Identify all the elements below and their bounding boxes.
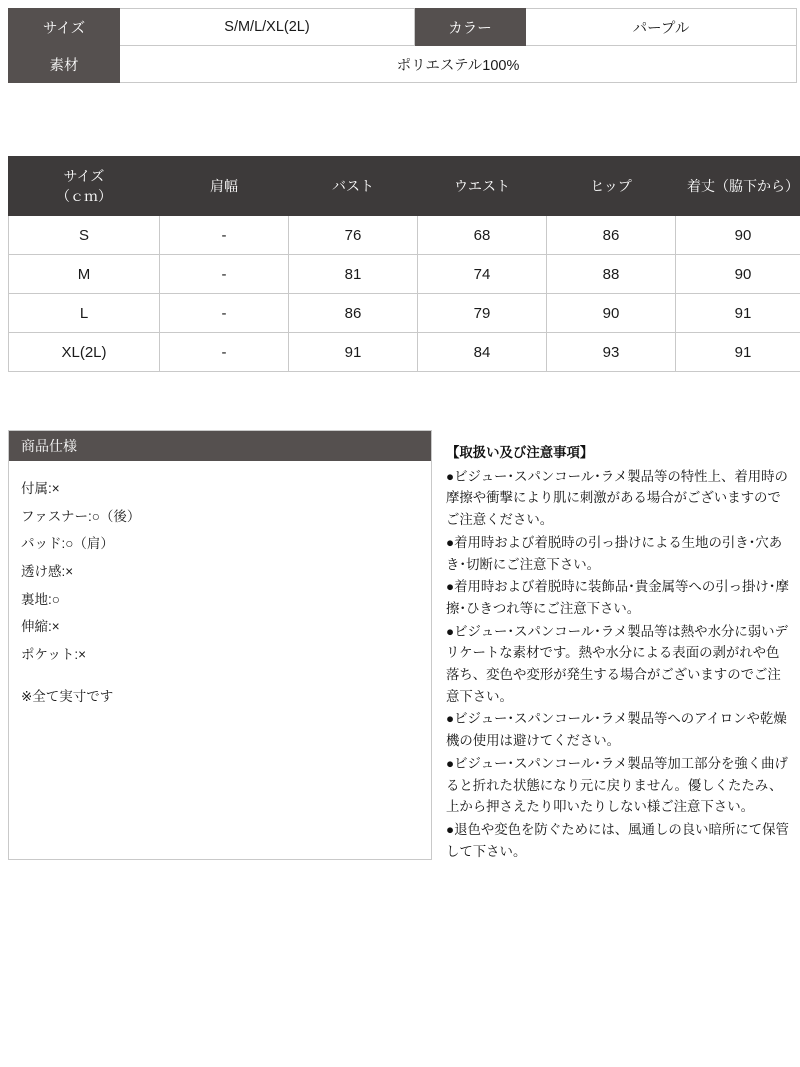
- size-table-row: [9, 216, 800, 255]
- handling-notes-title: 【取扱い及び注意事項】: [446, 445, 594, 460]
- spec-table-row: [9, 46, 797, 83]
- handling-note-item: ●退色や変色を防ぐためには、風通しの良い暗所にて保管して下さい。: [446, 821, 789, 859]
- size-measure-cell: 86: [547, 216, 676, 255]
- size-table-header-cell: バスト: [289, 157, 418, 216]
- size-measure-cell: 88: [547, 255, 676, 294]
- size-table-header-cell: サイズ （ｃｍ）: [9, 157, 160, 216]
- size-measure-cell: 84: [418, 333, 547, 372]
- product-spec-line: 裏地:○: [21, 591, 60, 607]
- size-table-header-cell: ヒップ: [547, 157, 676, 216]
- product-spec-line: ファスナー:○（後）: [21, 508, 141, 524]
- spec-value-cell: S/M/L/XL(2L): [120, 9, 415, 46]
- size-row-label: XL(2L): [9, 333, 160, 372]
- handling-notes: [446, 442, 792, 863]
- size-table-row: [9, 255, 800, 294]
- size-table-body: [9, 216, 800, 372]
- product-spec-line: パッド:○（肩）: [21, 536, 114, 552]
- size-measure-cell: 86: [289, 294, 418, 333]
- product-spec-body: [9, 461, 431, 710]
- size-table: [8, 156, 800, 372]
- size-measure-cell: 68: [418, 216, 547, 255]
- size-measure-cell: 91: [289, 333, 418, 372]
- spec-table-body: [9, 9, 797, 83]
- size-measure-cell: 81: [289, 255, 418, 294]
- size-measure-cell: 90: [547, 294, 676, 333]
- size-measure-cell: 79: [418, 294, 547, 333]
- size-measure-cell: 76: [289, 216, 418, 255]
- handling-note-item: ●着用時および着脱時の引っ掛けによる生地の引き･穴あき･切断にご注意下さい。: [446, 534, 783, 572]
- spec-table: [8, 8, 797, 83]
- spacer: [21, 669, 419, 683]
- product-spec-footnote: ※全て実寸です: [21, 688, 114, 704]
- size-measure-cell: -: [160, 294, 289, 333]
- size-row-label: M: [9, 255, 160, 294]
- size-row-label: S: [9, 216, 160, 255]
- size-row-label: L: [9, 294, 160, 333]
- size-table-header-cell: 着丈（脇下から）: [676, 157, 800, 216]
- handling-note-item: ●ビジュー･スパンコール･ラメ製品等は熱や水分に弱いデリケートな素材です。熱や水分による表面の剥がれや色落ち、変色や変形が発生する場合がございますのでご注意下さい。: [446, 623, 788, 704]
- product-spec-line: 付属:×: [21, 481, 60, 496]
- handling-note-item: ●ビジュー･スパンコール･ラメ製品等へのアイロンや乾燥機の使用は避けてください。: [446, 711, 787, 749]
- handling-note-item: ●着用時および着脱時に装飾品･貴金属等への引っ掛け･摩擦･ひきつれ等にご注意下さい。: [446, 579, 789, 616]
- spec-value-cell: ポリエステル100%: [120, 46, 797, 83]
- spec-value-cell: パープル: [526, 9, 797, 46]
- size-table-header-row: [9, 157, 800, 216]
- size-measure-cell: 90: [676, 255, 800, 294]
- size-table-row: [9, 333, 800, 372]
- size-table-head: [9, 157, 800, 216]
- product-spec-line: 透け感:×: [21, 564, 74, 580]
- size-measure-cell: -: [160, 216, 289, 255]
- spec-label-cell: 素材: [9, 46, 120, 83]
- size-measure-cell: 90: [676, 216, 800, 255]
- product-spec-box: [8, 430, 432, 860]
- product-spec-line: 伸縮:×: [21, 619, 60, 635]
- size-measure-cell: -: [160, 255, 289, 294]
- size-measure-cell: 91: [676, 294, 800, 333]
- size-table-row: [9, 294, 800, 333]
- spec-label-cell: カラー: [415, 9, 526, 46]
- size-table-header-cell: ウエスト: [418, 157, 547, 216]
- spec-label-cell: サイズ: [9, 9, 120, 46]
- size-measure-cell: 93: [547, 333, 676, 372]
- product-spec-title: 商品仕様: [9, 431, 431, 461]
- handling-notes-list: [446, 466, 792, 863]
- spec-table-row: [9, 9, 797, 46]
- size-measure-cell: -: [160, 333, 289, 372]
- size-measure-cell: 74: [418, 255, 547, 294]
- product-spec-line: ポケット:×: [21, 647, 86, 663]
- handling-note-item: ●ビジュー･スパンコール･ラメ製品等加工部分を強く曲げると折れた状態になり元に戻りません。優しくたたみ、上から押さえたり叩いたりしない様ご注意下さい。: [446, 755, 788, 815]
- handling-note-item: ●ビジュー･スパンコール･ラメ製品等の特性上、着用時の摩擦や衝撃により肌に刺激がある場合がございますのでご注意ください。: [446, 468, 788, 528]
- size-table-header-cell: 肩幅: [160, 157, 289, 216]
- size-measure-cell: 91: [676, 333, 800, 372]
